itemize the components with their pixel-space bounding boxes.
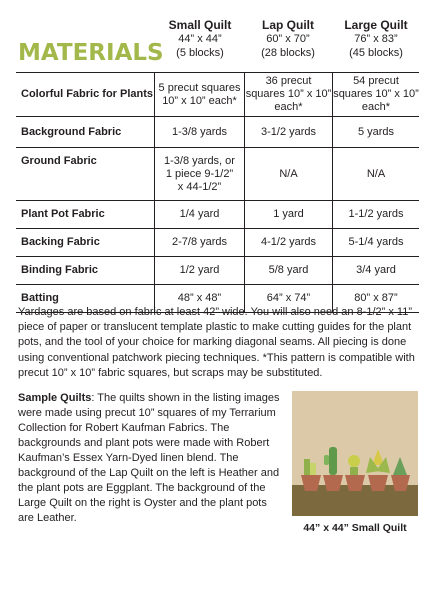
cell-lap: N/A bbox=[244, 148, 332, 200]
column-size: 60” x 70” bbox=[266, 33, 310, 45]
row-label: Plant Pot Fabric bbox=[21, 208, 105, 220]
page-title: MATERIALS bbox=[18, 40, 164, 66]
column-blocks: (28 blocks) bbox=[261, 47, 315, 59]
row-label: Ground Fabric bbox=[21, 155, 97, 167]
column-header-small bbox=[156, 18, 244, 60]
row-label: Colorful Fabric for Plants bbox=[21, 88, 154, 100]
terrarium-quilt-illustration bbox=[292, 391, 418, 516]
small-quilt-image bbox=[292, 391, 418, 516]
column-blocks: (5 blocks) bbox=[176, 47, 224, 59]
row-label: Background Fabric bbox=[21, 125, 122, 138]
cell-large: 3/4 yard bbox=[332, 257, 419, 284]
row-label: Binding Fabric bbox=[21, 264, 98, 276]
column-size: 44” x 44” bbox=[178, 33, 222, 45]
cell-small: 1-3/8 yards bbox=[154, 117, 244, 147]
table-row bbox=[16, 229, 419, 257]
cell-large: 80” x 87” bbox=[332, 285, 419, 312]
materials-table bbox=[16, 72, 419, 313]
cell-small: 1-3/8 yards, or 1 piece 9-1/2” x 44-1/2” bbox=[154, 148, 244, 200]
cell-lap: 3-1/2 yards bbox=[244, 117, 332, 147]
column-name: Small Quilt bbox=[168, 18, 232, 32]
cell-large: N/A bbox=[332, 148, 419, 200]
table-row bbox=[16, 148, 419, 201]
cell-small: 1/4 yard bbox=[154, 201, 244, 228]
column-blocks: (45 blocks) bbox=[349, 47, 403, 59]
cell-large: 54 precut squares 10” x 10” each* bbox=[332, 73, 419, 116]
cell-lap: 1 yard bbox=[244, 201, 332, 228]
cell-large: 1-1/2 yards bbox=[332, 201, 419, 228]
sample-quilts-heading: Sample Quilts bbox=[18, 392, 92, 404]
row-label: Backing Fabric bbox=[21, 236, 100, 248]
cell-small: 5 precut squares 10” x 10” each* bbox=[154, 73, 244, 116]
cell-lap: 5/8 yard bbox=[244, 257, 332, 284]
column-header-lap bbox=[244, 18, 332, 60]
cell-small: 2-7/8 yards bbox=[154, 229, 244, 256]
yardage-notes: Yardages are based on fabric at least 42” wide. You will also need an 8-1/2” x 11” piece of paper or translucent template plastic to make cutting guides for the plant pots, and the tool of your choice for marking diagonal seams. All piecing is done using conventional patchwork piecing techniques. *This pattern is compatible with precut 10” x 10” fabric squares, but scraps may be substituted. bbox=[18, 306, 415, 379]
column-size: 76” x 83” bbox=[354, 33, 398, 45]
cell-small: 1/2 yard bbox=[154, 257, 244, 284]
cell-large: 5 yards bbox=[332, 117, 419, 147]
table-row bbox=[16, 72, 419, 117]
column-header-large bbox=[332, 18, 420, 60]
table-row bbox=[16, 257, 419, 285]
table-row bbox=[16, 117, 419, 148]
sample-quilts-text: : The quilts shown in the listing images were made using precut 10” squares of my Terrarium Collection for Robert Kaufman Fabrics. The backgrounds and plant pots were made with Robert Kaufman’s Essex Yarn-Dyed linen blend. The background of the Lap Quilt on the left is Heather and the plant pots are Eggplant. The background of the Large Quilt on the right is Oyster and the plant pots are Leather. bbox=[18, 392, 280, 524]
cell-lap: 64” x 74” bbox=[244, 285, 332, 312]
column-name: Lap Quilt bbox=[262, 18, 314, 32]
cell-large: 5-1/4 yards bbox=[332, 229, 419, 256]
column-name: Large Quilt bbox=[344, 18, 408, 32]
cell-lap: 36 precut squares 10” x 10” each* bbox=[244, 73, 332, 116]
quilt-caption: 44” x 44” Small Quilt bbox=[303, 522, 407, 534]
table-row bbox=[16, 201, 419, 229]
cell-small: 48” x 48” bbox=[154, 285, 244, 312]
cell-lap: 4-1/2 yards bbox=[244, 229, 332, 256]
row-label: Batting bbox=[21, 292, 59, 304]
sample-quilts-paragraph bbox=[18, 391, 280, 526]
